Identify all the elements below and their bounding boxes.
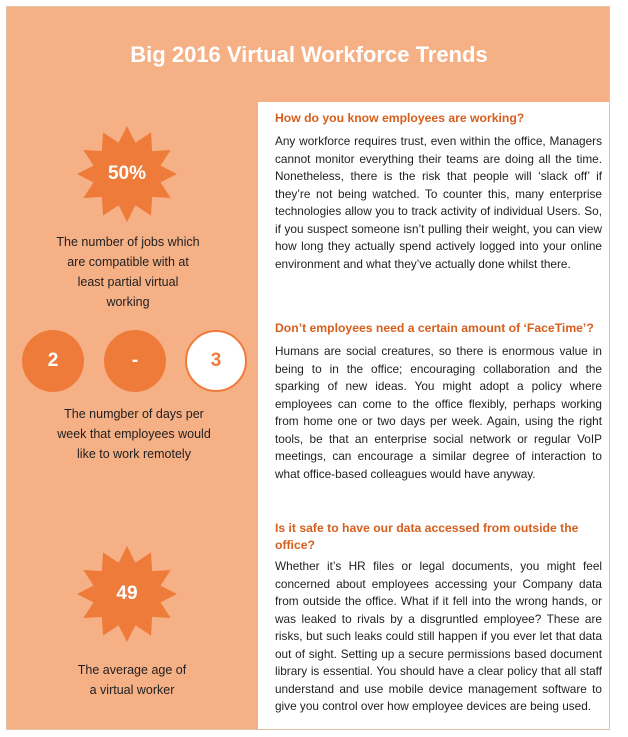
section-question: How do you know employees are working? [275, 111, 525, 125]
stat-caption-jobs: The number of jobs which are compatible with at least partial virtual working [56, 235, 200, 309]
section-question: Is it safe to have our data accessed from outside the office? [275, 521, 579, 552]
stat-value-days-max: 3 [185, 330, 247, 392]
stat-value-days-min: 2 [22, 330, 84, 392]
section-working [275, 110, 602, 273]
page-title: Big 2016 Virtual Workforce Trends [130, 42, 488, 67]
section-facetime [275, 320, 602, 483]
stat-star-age [77, 544, 177, 644]
stat-value-days-dash: - [104, 330, 166, 392]
stat-value-jobs: 50% [107, 163, 147, 184]
stats-sidebar [7, 102, 258, 730]
section-data-safety [275, 520, 602, 716]
stat-star-jobs [77, 124, 177, 224]
section-text: Humans are social creatures, so there is enormous value in being to in the office; encouraging collaboration and the sparking of new ideas. You might adopt a policy where employees can come to the office flexibly, perhaps working from home one or two days per week. Again, using the right tools, be that an enterprise social network or regular VoIP meetings, can encourage a similar degree of interaction to what office-based colleagues would have anyway. [275, 344, 602, 481]
stat-caption-days: The numgber of days per week that employees would like to work remotely [57, 407, 211, 461]
section-text: Whether it’s HR files or legal documents, you might feel concerned about employees accessing your Company data from outside the office. What if it fell into the wrong hands, or was leaked to rivals by a disgruntled employee? These are risks, but such leaks could still happen if you ever let that data out of sight. Setting up a secure permissions based document library is essential. You should have a clear policy that all staff understand and use mobile device management software to give you control over how employee devices are being used. [275, 559, 602, 713]
header-banner [7, 7, 610, 102]
infographic-page [6, 6, 610, 730]
stat-caption-age: The average age of a virtual worker [77, 663, 187, 697]
section-question: Don’t employees need a certain amount of ‘FaceTime’? [275, 321, 594, 335]
section-text: Any workforce requires trust, even within the office, Managers cannot monitor everything their teams are doing all the time. Nonetheless, there is the risk that people will ‘slack off’ if they’re not being watched. To counter this, many enterprise technologies allow you to track activity of individual Users. So, if you suspect someone isn’t pulling their weight, you can view how long they actually spend actively logged into your online environment and what they’ve actually done whilst there. [275, 134, 602, 271]
stat-value-age: 49 [116, 583, 138, 604]
